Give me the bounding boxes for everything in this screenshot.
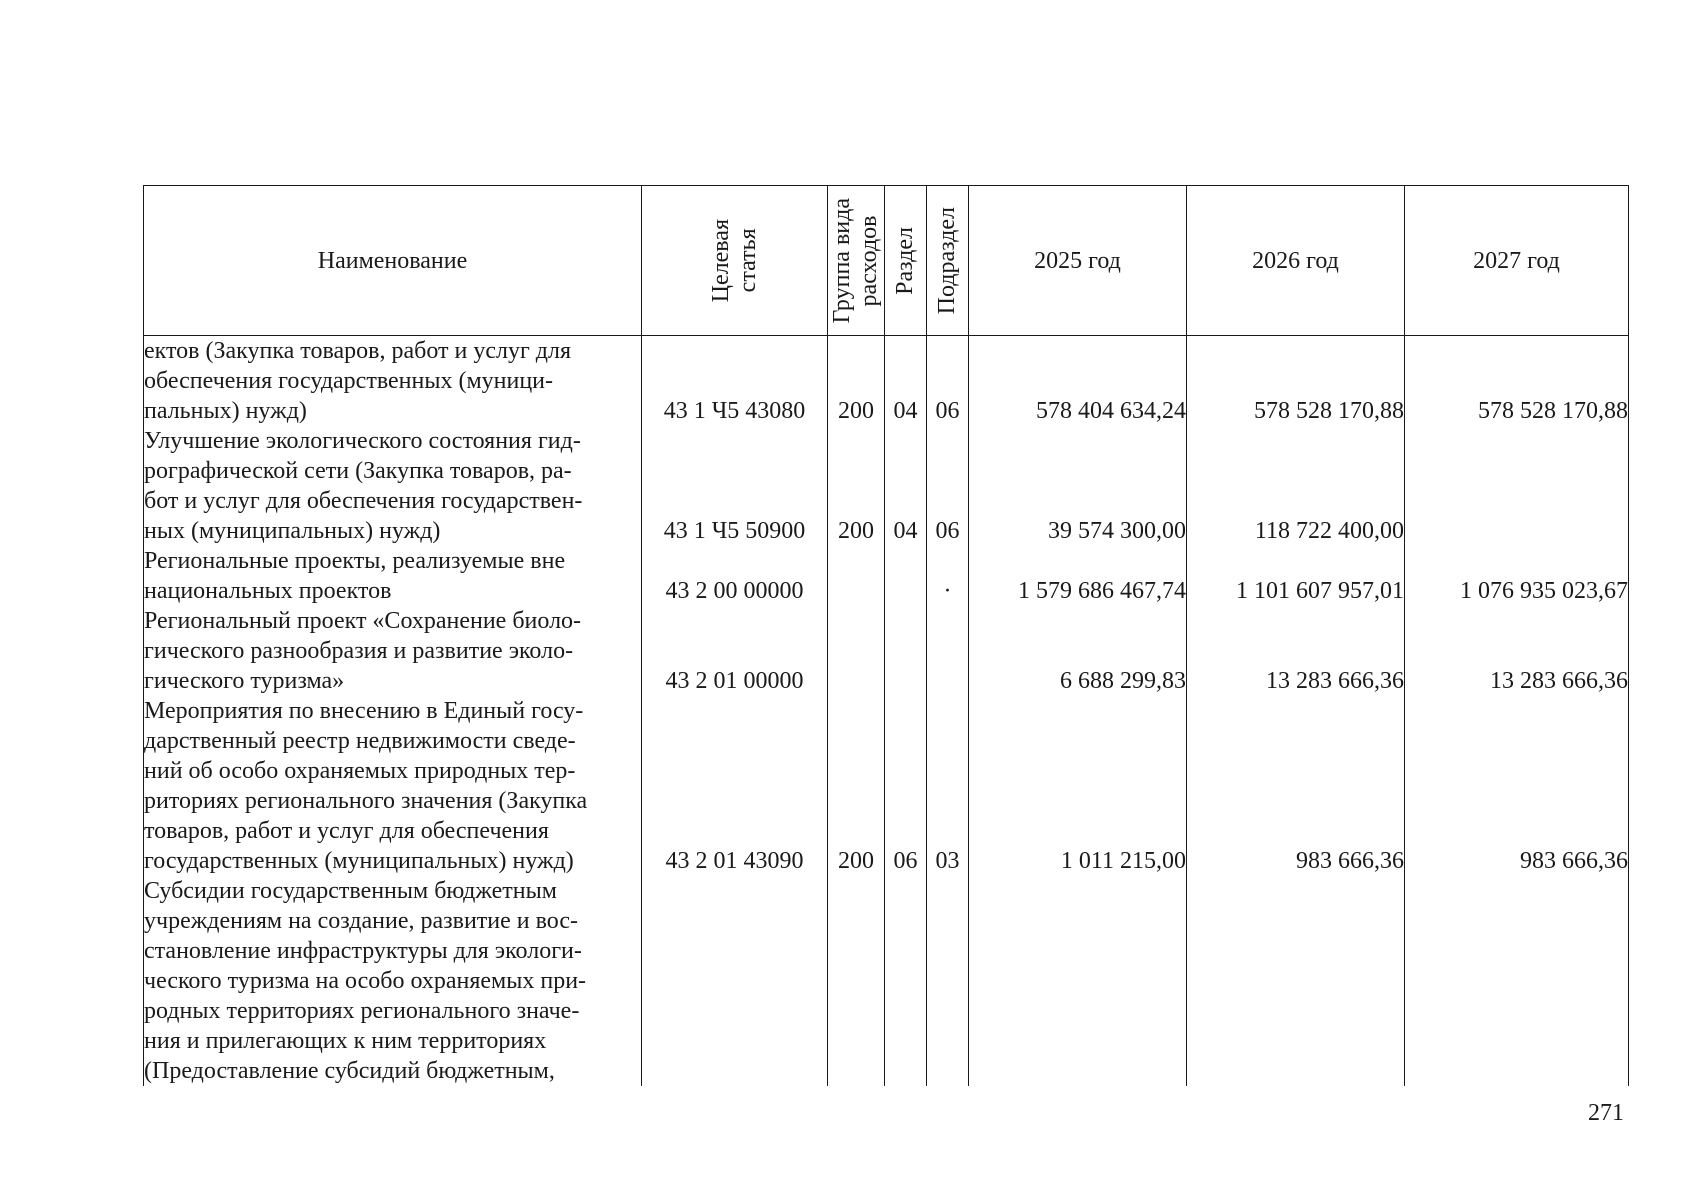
- row-amount-2025: 39 574 300,00: [969, 426, 1187, 546]
- row-amount-2026: 118 722 400,00: [1187, 426, 1405, 546]
- header-section-text: Раздел: [892, 226, 918, 295]
- row-name-line: ний об особо охраняемых природных тер-: [144, 758, 576, 784]
- row-name-line: (Предоставление субсидий бюджетным,: [144, 1058, 555, 1084]
- page-number: 271: [1588, 1100, 1624, 1126]
- row-amount-2025: 1 011 215,00: [969, 696, 1187, 876]
- row-name-line: родных территориях регионального значе-: [144, 998, 580, 1024]
- header-name: Наименование: [144, 186, 642, 336]
- row-amount-2025: 578 404 634,24: [969, 336, 1187, 427]
- row-amount-2025: [969, 876, 1187, 1086]
- header-2025: 2025 год: [969, 186, 1187, 336]
- row-name-line: Улучшение экологического состояния гид-: [144, 428, 581, 454]
- table-row: [144, 696, 1629, 876]
- row-expense-group: [828, 876, 885, 1086]
- row-name-line: риториях регионального значения (Закупка: [144, 788, 588, 814]
- header-subsection: [927, 186, 969, 336]
- row-amount-2027: 13 283 666,36: [1405, 606, 1629, 696]
- row-name: [144, 876, 642, 1086]
- row-section: 04: [885, 336, 927, 427]
- row-target-article: [642, 876, 828, 1086]
- row-target-article: 43 1 Ч5 43080: [642, 336, 828, 427]
- row-expense-group: [828, 546, 885, 606]
- row-target-article: 43 1 Ч5 50900: [642, 426, 828, 546]
- row-amount-2026: 578 528 170,88: [1187, 336, 1405, 427]
- row-subsection: [927, 606, 969, 696]
- row-name-line: ектов (Закупка товаров, работ и услуг для: [144, 338, 572, 364]
- row-section: 06: [885, 696, 927, 876]
- row-section: [885, 606, 927, 696]
- row-amount-2027: [1405, 876, 1629, 1086]
- header-expense-group: [828, 186, 885, 336]
- row-amount-2026: [1187, 876, 1405, 1086]
- row-subsection: 06: [927, 426, 969, 546]
- header-target-line-1: Целевая: [707, 218, 734, 303]
- row-amount-2027: 983 666,36: [1405, 696, 1629, 876]
- row-name-line: Мероприятия по внесению в Единый госу-: [144, 698, 584, 724]
- row-expense-group: 200: [828, 426, 885, 546]
- table-row: [144, 546, 1629, 606]
- row-target-article: 43 2 01 43090: [642, 696, 828, 876]
- row-subsection: ·: [927, 546, 969, 606]
- header-section: [885, 186, 927, 336]
- row-expense-group: 200: [828, 696, 885, 876]
- row-amount-2025: 6 688 299,83: [969, 606, 1187, 696]
- row-name-line: ния и прилегающих к ним территориях: [144, 1028, 547, 1054]
- table-row: [144, 336, 1629, 427]
- row-name-line: дарственный реестр недвижимости сведе-: [144, 728, 576, 754]
- table-row: [144, 606, 1629, 696]
- row-amount-2027: [1405, 426, 1629, 546]
- header-subsection-text: Подраздел: [934, 206, 960, 315]
- row-section: 04: [885, 426, 927, 546]
- budget-table: [143, 185, 1629, 1086]
- header-2027: 2027 год: [1405, 186, 1629, 336]
- row-name-line: товаров, работ и услуг для обеспечения: [144, 818, 549, 844]
- row-name: [144, 696, 642, 876]
- row-name: [144, 606, 642, 696]
- row-name: [144, 336, 642, 427]
- row-target-article: 43 2 00 00000: [642, 546, 828, 606]
- row-name-line: Субсидии государственным бюджетным: [144, 878, 557, 904]
- row-name-line: национальных проектов: [144, 578, 392, 604]
- row-amount-2026: 1 101 607 957,01: [1187, 546, 1405, 606]
- row-name-line: пальных) нужд): [144, 398, 307, 424]
- row-section: [885, 876, 927, 1086]
- header-target-line-2: статья: [734, 228, 761, 293]
- header-expense-group-line-2: расходов: [856, 215, 882, 306]
- row-subsection: 06: [927, 336, 969, 427]
- table-row: [144, 876, 1629, 1086]
- row-name-line: гического разнообразия и развитие эколо-: [144, 638, 574, 664]
- row-name-line: Региональный проект «Сохранение биоло-: [144, 608, 582, 634]
- row-amount-2027: 578 528 170,88: [1405, 336, 1629, 427]
- row-name: [144, 426, 642, 546]
- row-target-article: 43 2 01 00000: [642, 606, 828, 696]
- row-name-line: становление инфраструктуры для экологи-: [144, 938, 582, 964]
- row-name-line: рографической сети (Закупка товаров, ра-: [144, 458, 572, 484]
- row-section: [885, 546, 927, 606]
- row-name-line: Региональные проекты, реализуемые вне: [144, 548, 566, 574]
- row-name-line: государственных (муниципальных) нужд): [144, 848, 574, 874]
- row-expense-group: [828, 606, 885, 696]
- row-amount-2026: 13 283 666,36: [1187, 606, 1405, 696]
- row-name-line: ческого туризма на особо охраняемых при-: [144, 968, 587, 994]
- row-name-line: учреждениям на создание, развитие и вос-: [144, 908, 579, 934]
- header-2026: 2026 год: [1187, 186, 1405, 336]
- row-amount-2027: 1 076 935 023,67: [1405, 546, 1629, 606]
- header-expense-group-line-1: Группа вида: [829, 197, 855, 324]
- row-amount-2025: 1 579 686 467,74: [969, 546, 1187, 606]
- table-header-row: [144, 186, 1629, 336]
- row-name-line: обеспечения государственных (муници-: [144, 368, 554, 394]
- table-row: [144, 426, 1629, 546]
- row-expense-group: 200: [828, 336, 885, 427]
- header-target-article: [642, 186, 828, 336]
- row-subsection: 03: [927, 696, 969, 876]
- row-amount-2026: 983 666,36: [1187, 696, 1405, 876]
- row-name-line: гического туризма»: [144, 668, 345, 694]
- row-name-line: бот и услуг для обеспечения государствен-: [144, 488, 583, 514]
- row-name: [144, 546, 642, 606]
- row-subsection: [927, 876, 969, 1086]
- row-name-line: ных (муниципальных) нужд): [144, 518, 441, 544]
